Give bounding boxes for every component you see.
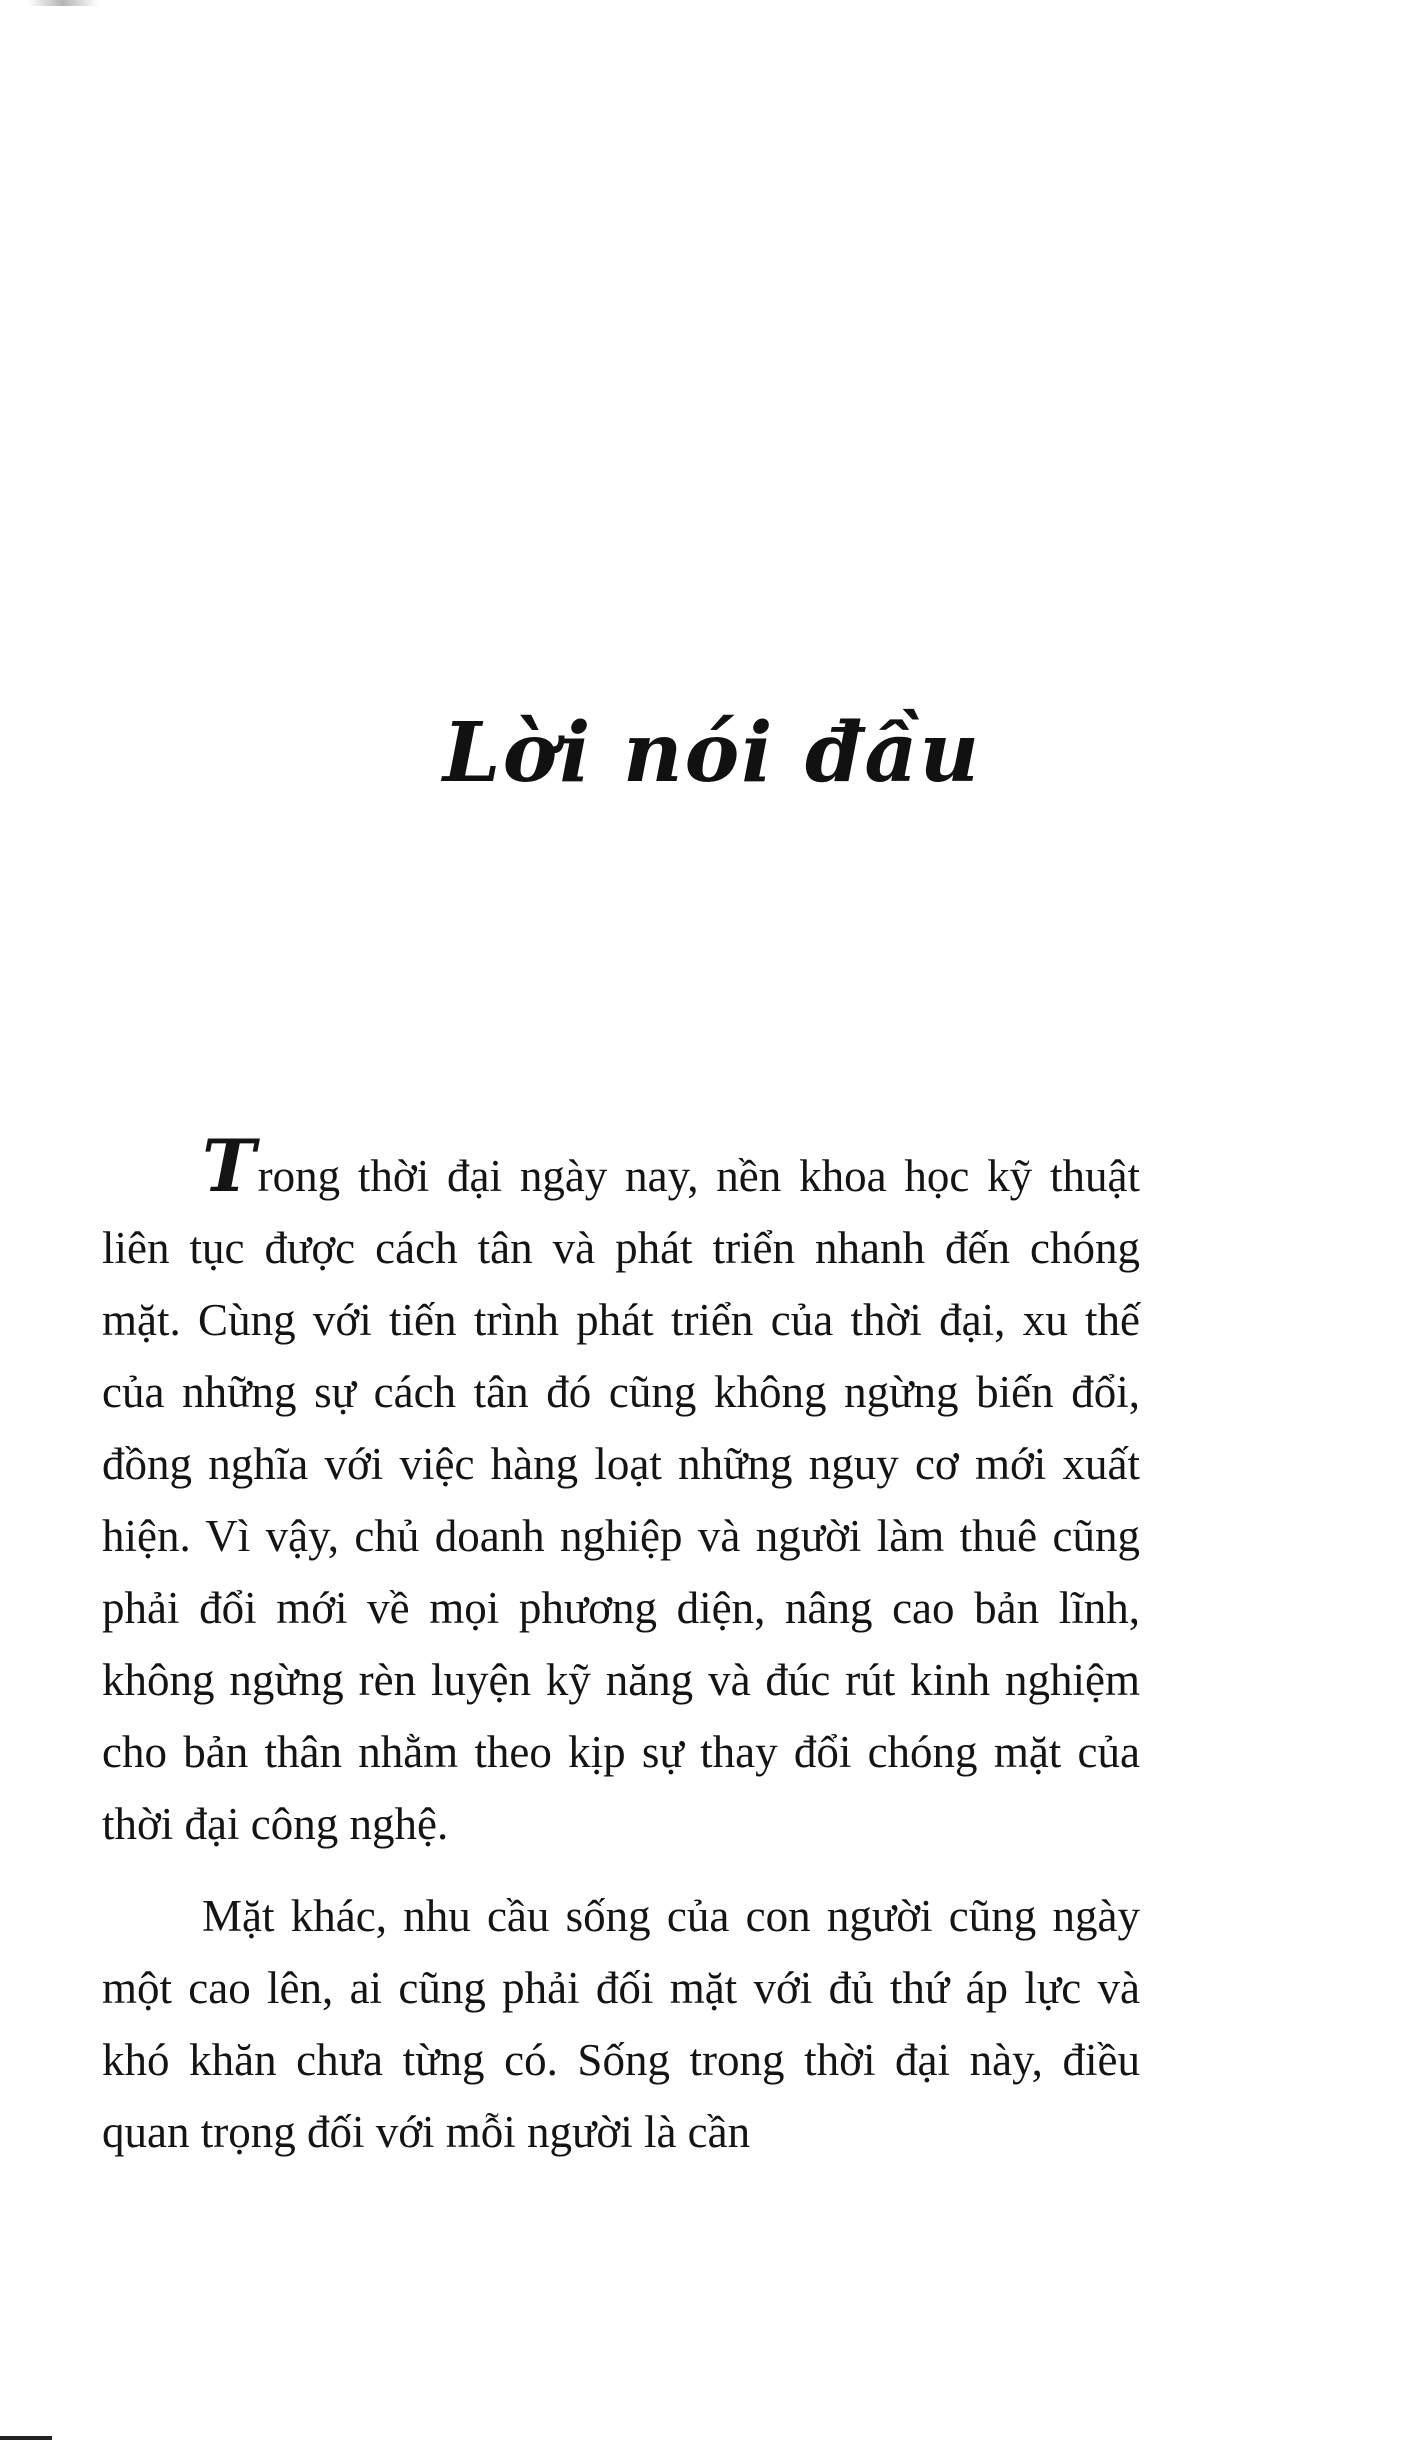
body-text [102,1123,1140,2168]
page-title: Lời nói đầu [442,705,982,801]
paragraph-2: Mặt khác, nhu cầu sống của con người cũng ngày một cao lên, ai cũng phải đối mặt với đủ thứ áp lực và khó khăn chưa từng có. Sống trong thời đại này, điều quan trọng đối với mỗi người là cần [102,1891,1140,2157]
drop-cap: T [202,1123,256,1208]
paragraph-1-text: rong thời đại ngày nay, nền khoa học kỹ thuật liên tục được cách tân và phát triển nhanh đến chóng mặt. Cùng với tiến trình phát triển của thời đại, xu thế của những sự cách tân đó cũng không ngừng biến đổi, đồng nghĩa với việc hàng loạt những nguy cơ mới xuất hiện. Vì vậy, chủ doanh nghiệp và người làm thuê cũng phải đổi mới về mọi phương diện, nâng cao bản lĩnh, không ngừng rèn luyện kỹ năng và đúc rút kinh nghiệm cho bản thân nhằm theo kịp sự thay đổi chóng mặt của thời đại công nghệ. [102,1151,1140,1849]
scan-edge-mark [0,2436,52,2440]
paragraph-1 [102,1123,1140,1860]
scan-smudge [28,0,98,6]
